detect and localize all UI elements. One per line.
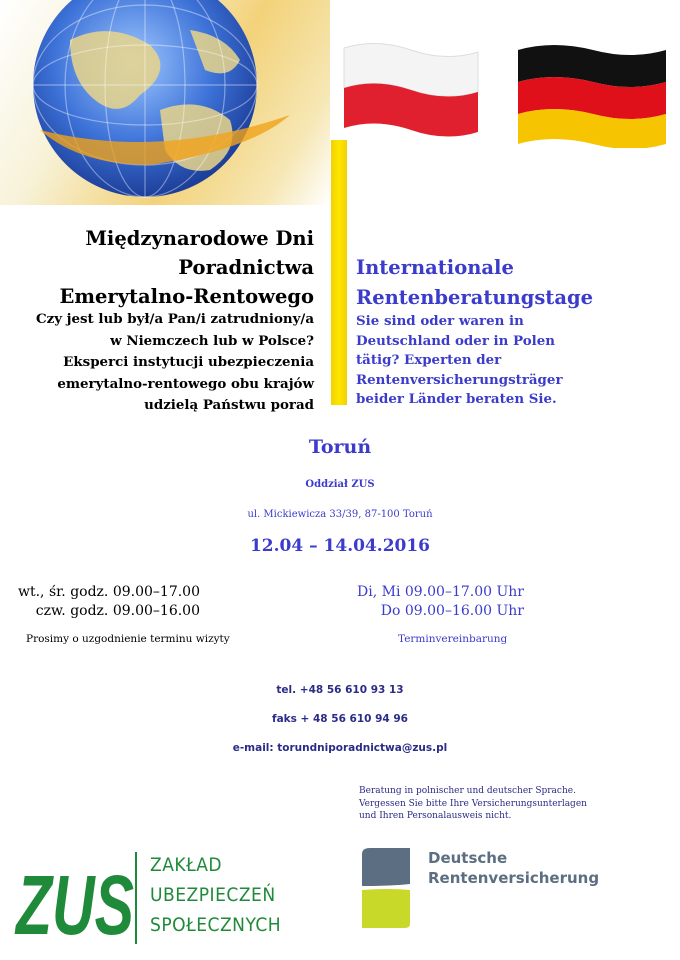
polish-opening-hours (18, 583, 200, 621)
contact-phone[interactable]: tel. +48 56 610 93 13 (276, 684, 404, 696)
polish-body-line: w Niemczech lub w Polsce? (110, 332, 314, 349)
drv-mark-icon (360, 846, 420, 930)
globe-illustration (0, 0, 330, 205)
german-title-line: Internationale (356, 256, 514, 279)
event-city: Toruń (308, 436, 372, 458)
polish-hours-line: czw. godz. 09.00–16.00 (35, 603, 200, 619)
german-body-line: Rentenversicherungsträger (356, 371, 563, 388)
contact-fax: faks + 48 56 610 94 96 (272, 713, 408, 725)
german-info-note (359, 785, 659, 823)
accent-divider (331, 140, 347, 405)
zus-mark: ZUS (14, 858, 134, 946)
german-info-line: und Ihren Personalausweis nicht. (359, 811, 512, 821)
german-info-line: Vergessen Sie bitte Ihre Versicherungsunterlagen (359, 798, 587, 809)
german-body-line: Deutschland oder in Polen (356, 332, 556, 349)
zus-name-line: SPOŁECZNYCH (150, 914, 282, 936)
event-address: ul. Mickiewicza 33/39, 87-100 Toruń (247, 509, 433, 520)
zus-name-line: ZAKŁAD (150, 854, 223, 876)
german-title (356, 253, 676, 313)
polish-title-line: Międzynarodowe Dni (85, 227, 314, 250)
polish-description (0, 309, 314, 417)
german-description (356, 312, 676, 410)
polish-title-line: Poradnictwa (178, 256, 314, 279)
event-dates: 12.04 – 14.04.2016 (249, 536, 431, 556)
polish-body-line: Czy jest lub był/a Pan/i zatrudniony/a (35, 311, 314, 327)
german-body-line: tätig? Experten der (356, 352, 502, 368)
drv-name (428, 848, 599, 888)
polish-body-line: Eksperci instytucji ubezpieczenia (63, 354, 314, 370)
german-hours-line: Do 09.00–16.00 Uhr (380, 603, 524, 619)
polish-title-line: Emerytalno-Rentowego (59, 285, 314, 308)
drv-name-line: Rentenversicherung (428, 869, 600, 887)
polish-hours-line: wt., śr. godz. 09.00–17.00 (18, 584, 200, 600)
german-body-line: beider Länder beraten Sie. (356, 391, 557, 407)
german-hours-line: Di, Mi 09.00–17.00 Uhr (357, 584, 524, 600)
drv-name-line: Deutsche (428, 849, 508, 867)
polish-appointment-note: Prosimy o uzgodnienie terminu wizyty (26, 633, 230, 645)
zus-name-line: UBEZPIECZEŃ (150, 884, 276, 906)
german-body-line: Sie sind oder waren in (356, 313, 524, 329)
german-opening-hours (357, 583, 524, 621)
german-flag (513, 40, 671, 148)
event-office: Oddział ZUS (305, 479, 375, 490)
polish-flag (336, 38, 486, 140)
contact-email[interactable]: e-mail: torundniporadnictwa@zus.pl (232, 742, 448, 754)
polish-title (14, 224, 314, 311)
german-info-line: Beratung in polnischer und deutscher Sprache. (359, 786, 576, 796)
german-title-line: Rentenberatungstage (356, 286, 593, 309)
polish-body-line: udzielą Państwu porad (144, 397, 314, 413)
polish-body-line: emerytalno-rentowego obu krajów (57, 375, 314, 392)
globe-icon (0, 0, 330, 205)
german-appointment-note: Terminvereinbarung (398, 633, 508, 645)
zus-name (150, 850, 281, 940)
